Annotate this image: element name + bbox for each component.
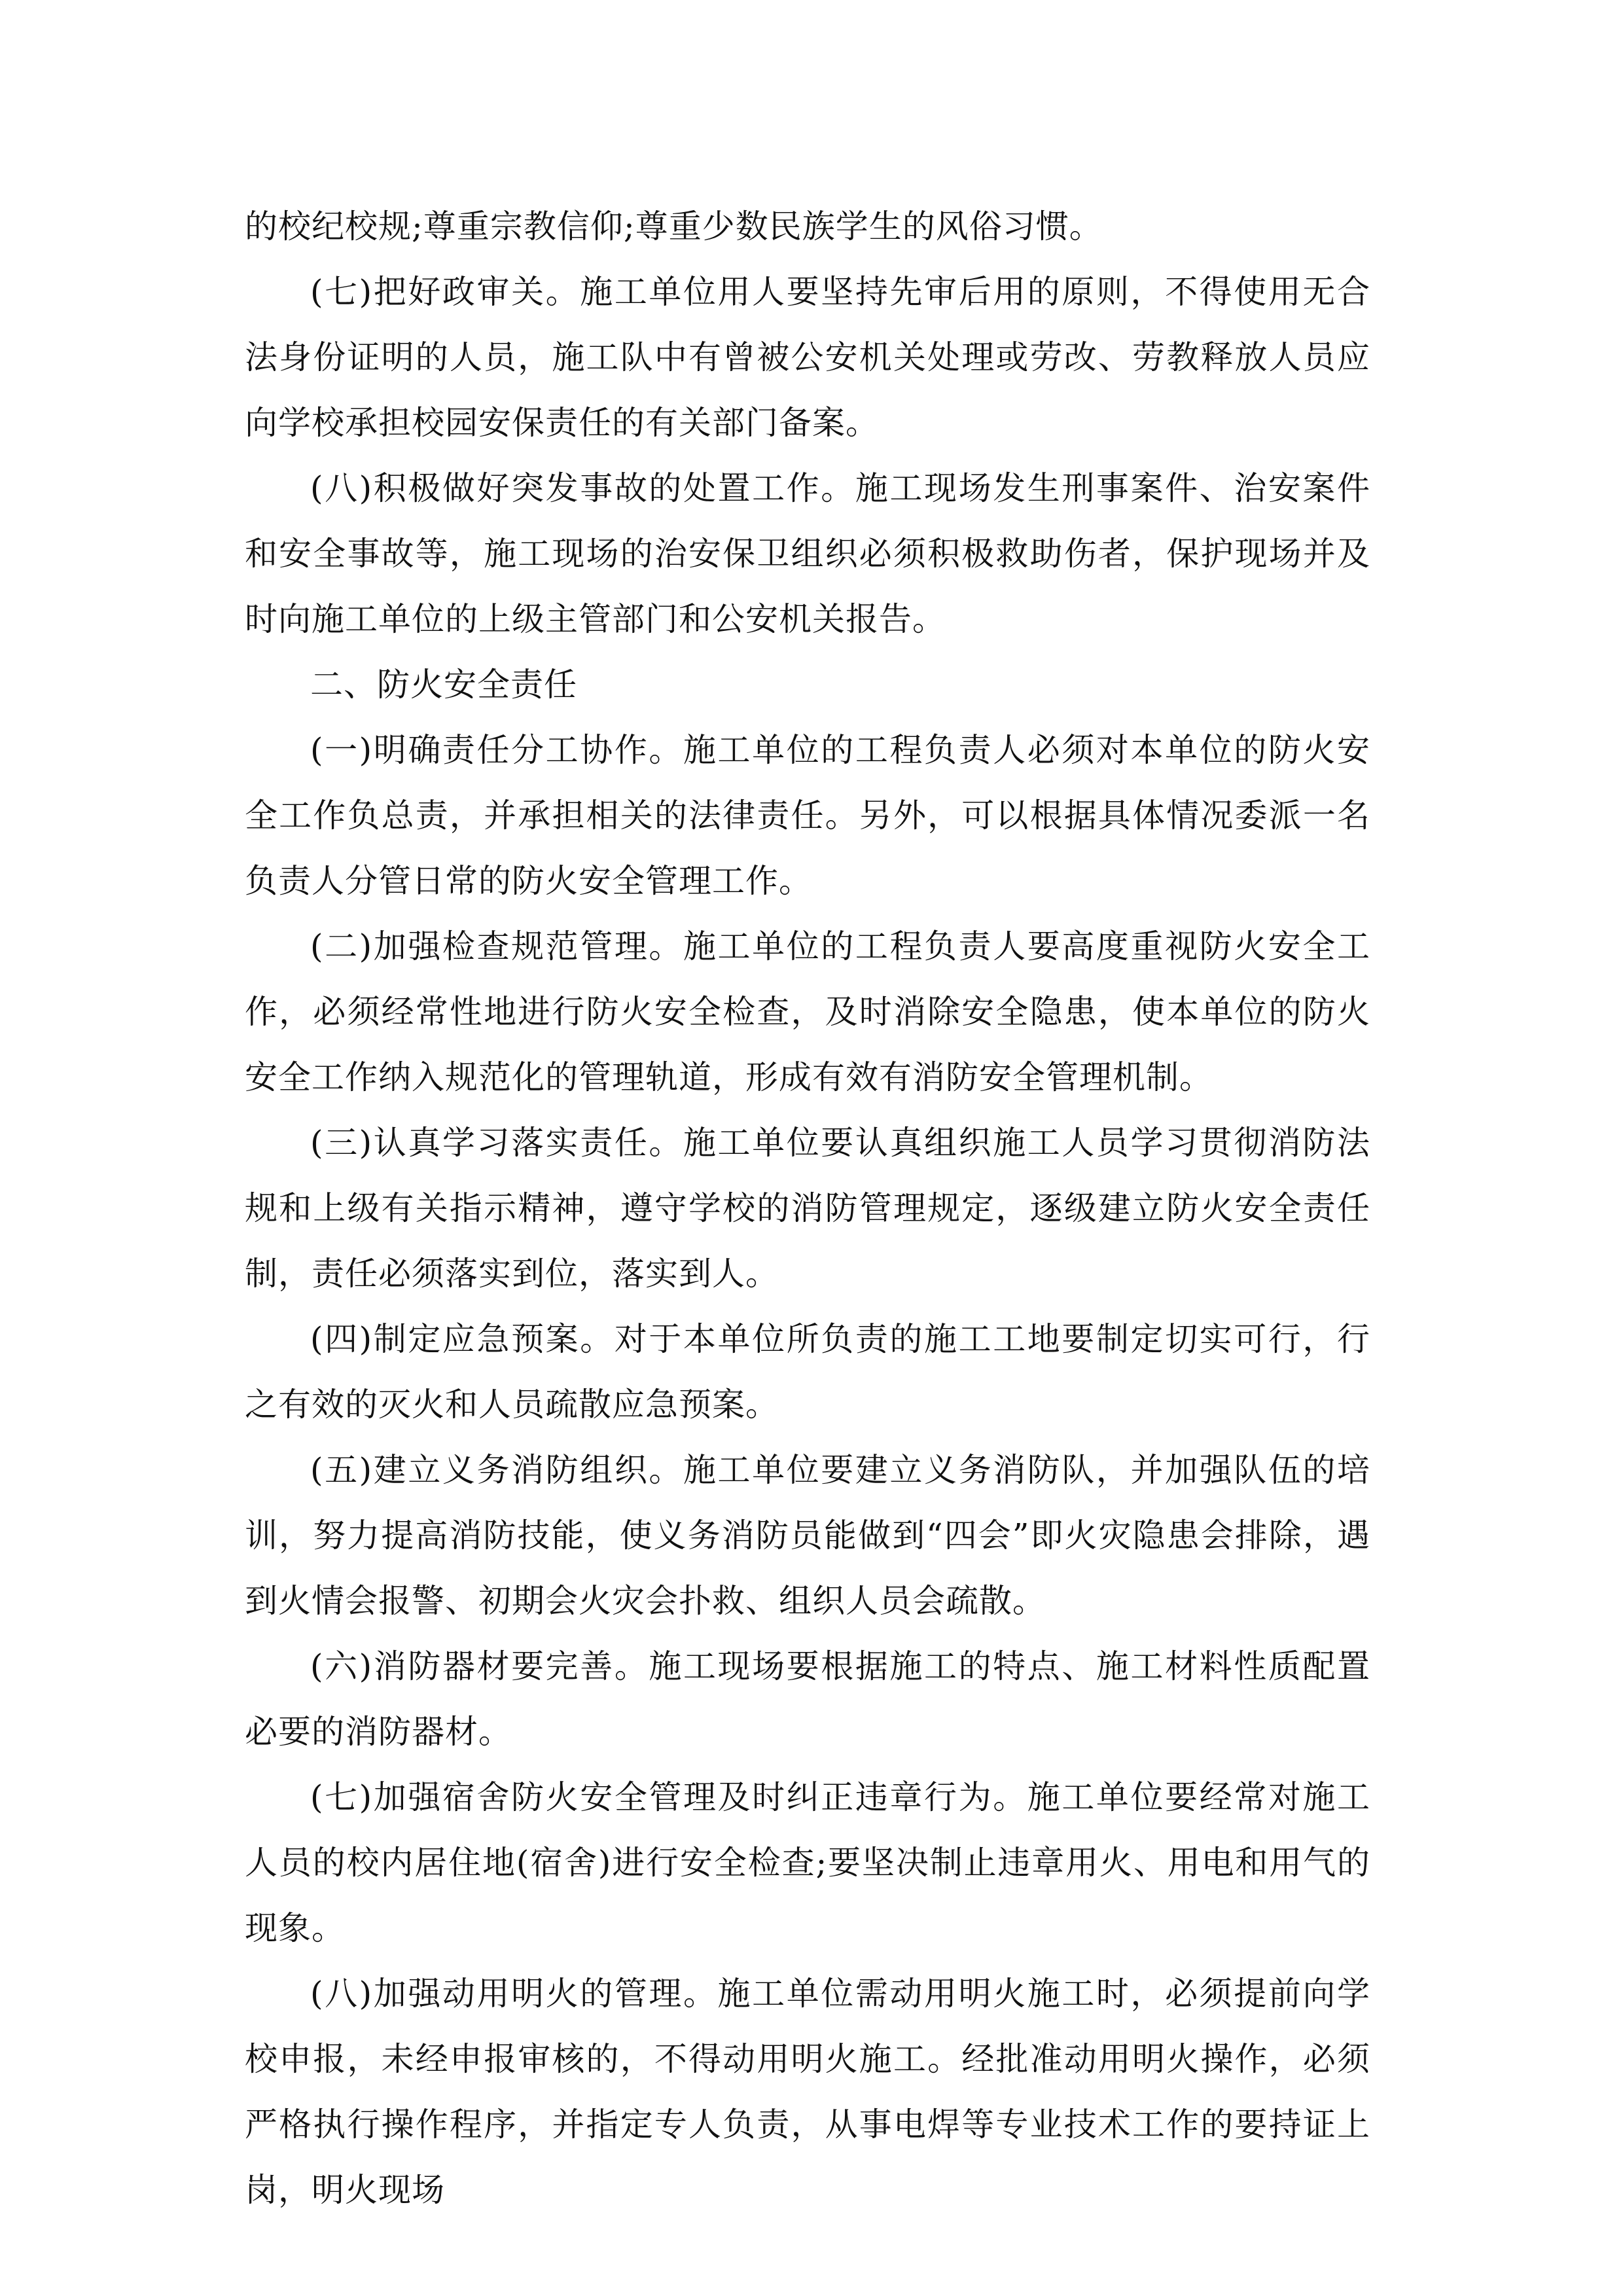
paragraph-7: (三)认真学习落实责任。施工单位要认真组织施工人员学习贯彻消防法规和上级有关指示精神，遵守学校的消防管理规定，逐级建立防火安全责任制，责任必须落实到位，落实到人。 [245,1124,1370,1293]
paragraph-1: 的校纪校规;尊重宗教信仰;尊重少数民族学生的风俗习惯。 [245,207,1103,245]
paragraph-5: (一)明确责任分工协作。施工单位的工程负责人必须对本单位的防火安全工作负总责，并承担相关的法律责任。另外，可以根据具体情况委派一名负责人分管日常的防火安全管理工作。 [245,731,1370,900]
paragraph-2: (七)把好政审关。施工单位用人要坚持先审后用的原则，不得使用无合法身份证明的人员，施工队中有曾被公安机关处理或劳改、劳教释放人员应向学校承担校园安保责任的有关部门备案。 [245,273,1370,442]
paragraph-12: (八)加强动用明火的管理。施工单位需动用明火施工时，必须提前向学校申报，未经申报审核的，不得动用明火施工。经批准动用明火操作，必须严格执行操作程序，并指定专人负责，从事电焊等专业技术工作的要持证上岗，明火现场 [245,1975,1370,2209]
paragraph-9: (五)建立义务消防组织。施工单位要建立义务消防队，并加强队伍的培训，努力提高消防技能，使义务消防员能做到“四会”即火灾隐患会排除，遇到火情会报警、初期会火灾会扑救、组织人员会疏散。 [245,1451,1370,1620]
paragraph-6: (二)加强检查规范管理。施工单位的工程负责人要高度重视防火安全工作，必须经常性地进行防火安全检查，及时消除安全隐患，使本单位的防火安全工作纳入规范化的管理轨道，形成有效有消防安全管理机制。 [245,927,1370,1096]
document-body [245,194,1370,2223]
paragraph-3: (八)积极做好突发事故的处置工作。施工现场发生刑事案件、治安案件和安全事故等，施工现场的治安保卫组织必须积极救助伤者，保护现场并及时向施工单位的上级主管部门和公安机关报告。 [245,469,1370,638]
paragraph-10: (六)消防器材要完善。施工现场要根据施工的特点、施工材料性质配置必要的消防器材。 [245,1647,1370,1751]
paragraph-11: (七)加强宿舍防火安全管理及时纠正违章行为。施工单位要经常对施工人员的校内居住地(宿舍)进行安全检查;要坚决制止违章用火、用电和用气的现象。 [245,1778,1370,1947]
paragraph-8: (四)制定应急预案。对于本单位所负责的施工工地要制定切实可行，行之有效的灭火和人员疏散应急预案。 [245,1320,1370,1424]
section-heading: 二、防火安全责任 [310,666,577,704]
